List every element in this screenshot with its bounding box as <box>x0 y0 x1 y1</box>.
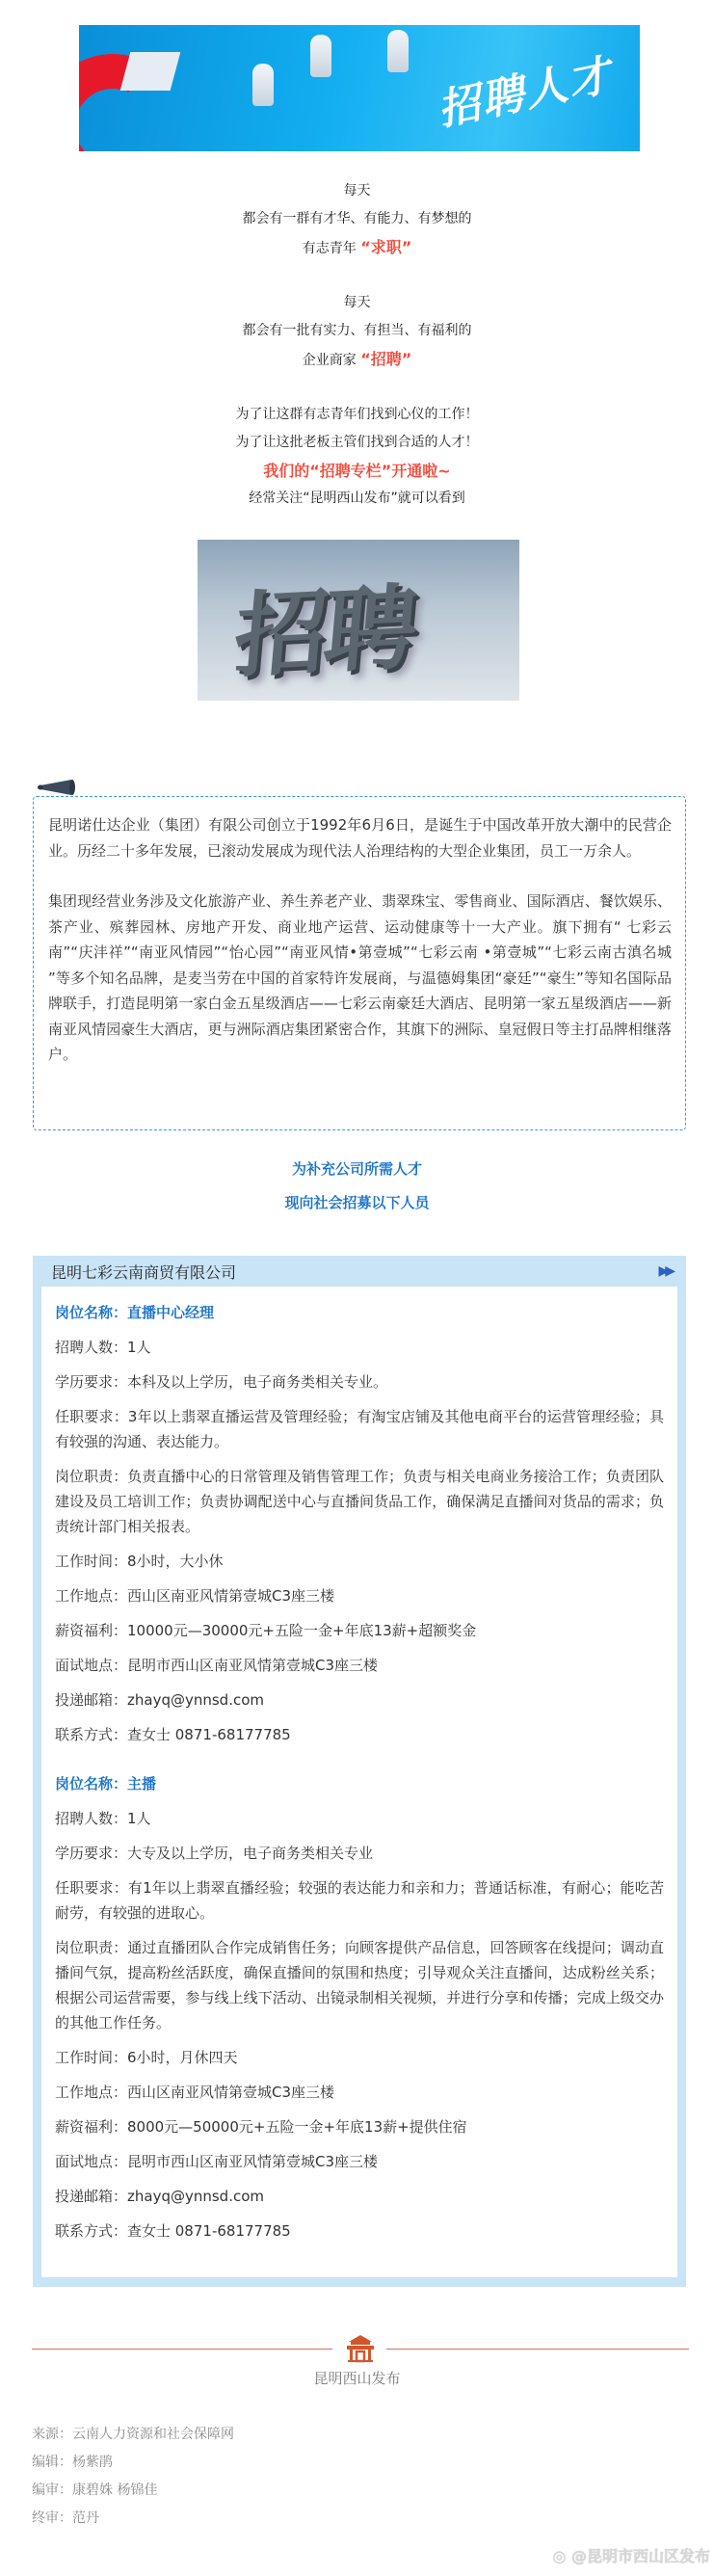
intro-text <box>0 177 714 513</box>
job-email[interactable]: 投递邮箱：zhayq@ynnsd.com <box>55 1691 265 1709</box>
job-email[interactable]: 投递邮箱：zhayq@ynnsd.com <box>55 2188 265 2205</box>
banner-title: 招聘人才 <box>433 50 618 136</box>
company-paragraph: 昆明诺仕达企业（集团）有限公司创立于1992年6月6日，是诞生于中国改革开放大潮中的民营企业。历经二十多年发展，已滚动发展成为现代法人治理结构的大型企业集团，员工一万余人。 <box>48 816 672 860</box>
job-interview-location: 面试地点：昆明市西山区南亚风情第壹城C3座三楼 <box>55 1657 379 1674</box>
intro-line: 都会有一群有才华、有能力、有梦想的 <box>242 211 472 226</box>
intro-text-prefix: 有志青年 <box>302 241 357 256</box>
intro-line: 为了让这群有志青年们找到心仪的工作！ <box>235 407 479 422</box>
pavilion-logo-icon <box>345 2334 376 2363</box>
company-paragraph: 集团现经营业务涉及文化旅游产业、养生养老产业、翡翠珠宝、零售商业、国际酒店、餐饮娱乐、茶产业、殡葬园林、房地产开发、商业地产运营、运动健康等十一大产业。旗下拥有“ 七彩云南”“庆沣祥”“南亚风情园”“怡心园”“南亚风情•第壹城”“七彩云南 •第壹城”“七彩云南古滇名城 ”等多个知名品牌，是麦当劳在中国的首家特许发展商，与温德姆集团“豪廷”“豪生”等知名国际品牌联手，打造昆明第一家白金五星级酒店——七彩云南豪廷大酒店、昆明第一家五星级酒店——新南亚风情园豪生大酒店，更与洲际酒店集团紧密合作，其旗下的洲际、皇冠假日等主打品牌相继落户。 <box>48 892 672 1063</box>
job-headcount: 招聘人数：1人 <box>55 1810 151 1827</box>
job-interview-location: 面试地点：昆明市西山区南亚风情第壹城C3座三楼 <box>55 2153 379 2170</box>
credit-final-reviewer: 终审：范丹 <box>32 2510 99 2526</box>
weibo-watermark <box>552 2544 710 2566</box>
intro-line: 经常关注“昆明西山发布”就可以看到 <box>249 491 465 506</box>
weibo-icon: ◎ <box>552 2547 567 2565</box>
job-list <box>41 1287 677 2277</box>
section-heading: 现向社会招募以下人员 <box>284 1194 430 1211</box>
job-hours: 工作时间：6小时，月休四天 <box>55 2049 238 2066</box>
employer-name: 昆明七彩云南商贸有限公司 <box>51 1262 237 1282</box>
job-location: 工作地点：西山区南亚风情第壹城C3座三楼 <box>55 2084 335 2101</box>
job-education: 学历要求：大专及以上学历，电子商务类相关专业 <box>55 1845 374 1862</box>
job-duties: 岗位职责：负责直播中心的日常管理及销售管理工作；负责与相关电商业务接洽工作；负责团队建设及员工培训工作；负责协调配送中心与直播间货品工作，确保满足直播间对货品的需求；负责统计部门相关报表。 <box>55 1468 664 1535</box>
double-arrow-icon: ▶▶ <box>658 1263 672 1279</box>
job-duties: 岗位职责：通过直播团队合作完成销售任务；向顾客提供产品信息，回答顾客在线提问；调动直播间气氛，提高粉丝活跃度，确保直播间的氛围和热度；引导观众关注直播间，达成粉丝关系；根据公司运营需要，参与线上线下活动、出镜录制相关视频，并进行分享和传播；完成上级交办的其他工作任务。 <box>55 1939 664 2032</box>
recruitment-banner <box>79 25 640 151</box>
intro-line: 每天 <box>343 183 371 199</box>
job-requirements: 任职要求：有1年以上翡翠直播经验；较强的表达能力和亲和力；普通话标准，有耐心；能吃苦耐劳，有较强的进取心。 <box>55 1879 664 1922</box>
recruitment-3d-image <box>198 540 519 701</box>
job-hours: 工作时间：8小时，大小休 <box>55 1553 224 1570</box>
job-listing-box <box>33 1256 686 2287</box>
job-posting <box>55 1300 664 1747</box>
job-title: 岗位名称：主播 <box>55 1775 157 1793</box>
intro-line: 都会有一批有实力、有担当、有福利的 <box>242 323 472 338</box>
intro-highlight: 我们的“招聘专栏”开通啦~ <box>263 462 451 480</box>
figure-graphic <box>387 30 409 72</box>
intro-line: 为了让这批老板主管们找到合适的人才！ <box>235 435 479 450</box>
job-requirements: 任职要求：3年以上翡翠直播运营及管理经验；有淘宝店铺及其他电商平台的运营管理经验；具有较强的沟通、表达能力。 <box>55 1408 664 1450</box>
watermark-text: @昆明市西山区发布 <box>570 2547 710 2565</box>
job-contact: 联系方式：查女士 0871-68177785 <box>55 2222 291 2240</box>
job-salary: 薪资福利：10000元—30000元+五险一金+年底13薪+超额奖金 <box>55 1622 477 1639</box>
section-heading: 为补充公司所需人才 <box>291 1160 422 1178</box>
account-logo-divider <box>32 2332 689 2365</box>
figure-graphic <box>252 64 274 106</box>
intro-line <box>0 233 714 263</box>
company-intro-box <box>33 796 686 1130</box>
job-education: 学历要求：本科及以上学历，电子商务类相关专业。 <box>55 1373 388 1391</box>
credit-editor: 编辑：杨紫鹃 <box>32 2455 113 2470</box>
credit-reviewer: 编审：康碧姝 杨锦佳 <box>32 2483 158 2498</box>
divider-line <box>386 2349 689 2350</box>
account-name: 昆明西山发布 <box>313 2370 401 2387</box>
job-salary: 薪资福利：8000元—50000元+五险一金+年底13薪+提供住宿 <box>55 2118 467 2136</box>
job-contact: 联系方式：查女士 0871-68177785 <box>55 1726 291 1743</box>
photo-lettering: 招聘 <box>229 573 418 691</box>
figure-graphic <box>310 35 331 77</box>
intro-line: 每天 <box>343 295 371 310</box>
credit-source: 来源：云南人力资源和社会保障网 <box>32 2427 234 2442</box>
article-credits <box>32 2421 234 2533</box>
job-location: 工作地点：西山区南亚风情第壹城C3座三楼 <box>55 1587 335 1605</box>
job-posting <box>55 1771 664 2244</box>
job-title: 岗位名称：直播中心经理 <box>55 1304 215 1321</box>
job-headcount: 招聘人数：1人 <box>55 1339 151 1356</box>
divider-line <box>32 2349 332 2350</box>
intro-highlight: “招聘” <box>360 350 412 368</box>
intro-highlight: “求职” <box>360 238 412 256</box>
magnet-tip <box>120 52 181 91</box>
intro-text-prefix: 企业商家 <box>302 353 357 368</box>
megaphone-icon <box>37 777 83 798</box>
intro-line <box>0 345 714 375</box>
job-box-header <box>41 1256 677 1287</box>
